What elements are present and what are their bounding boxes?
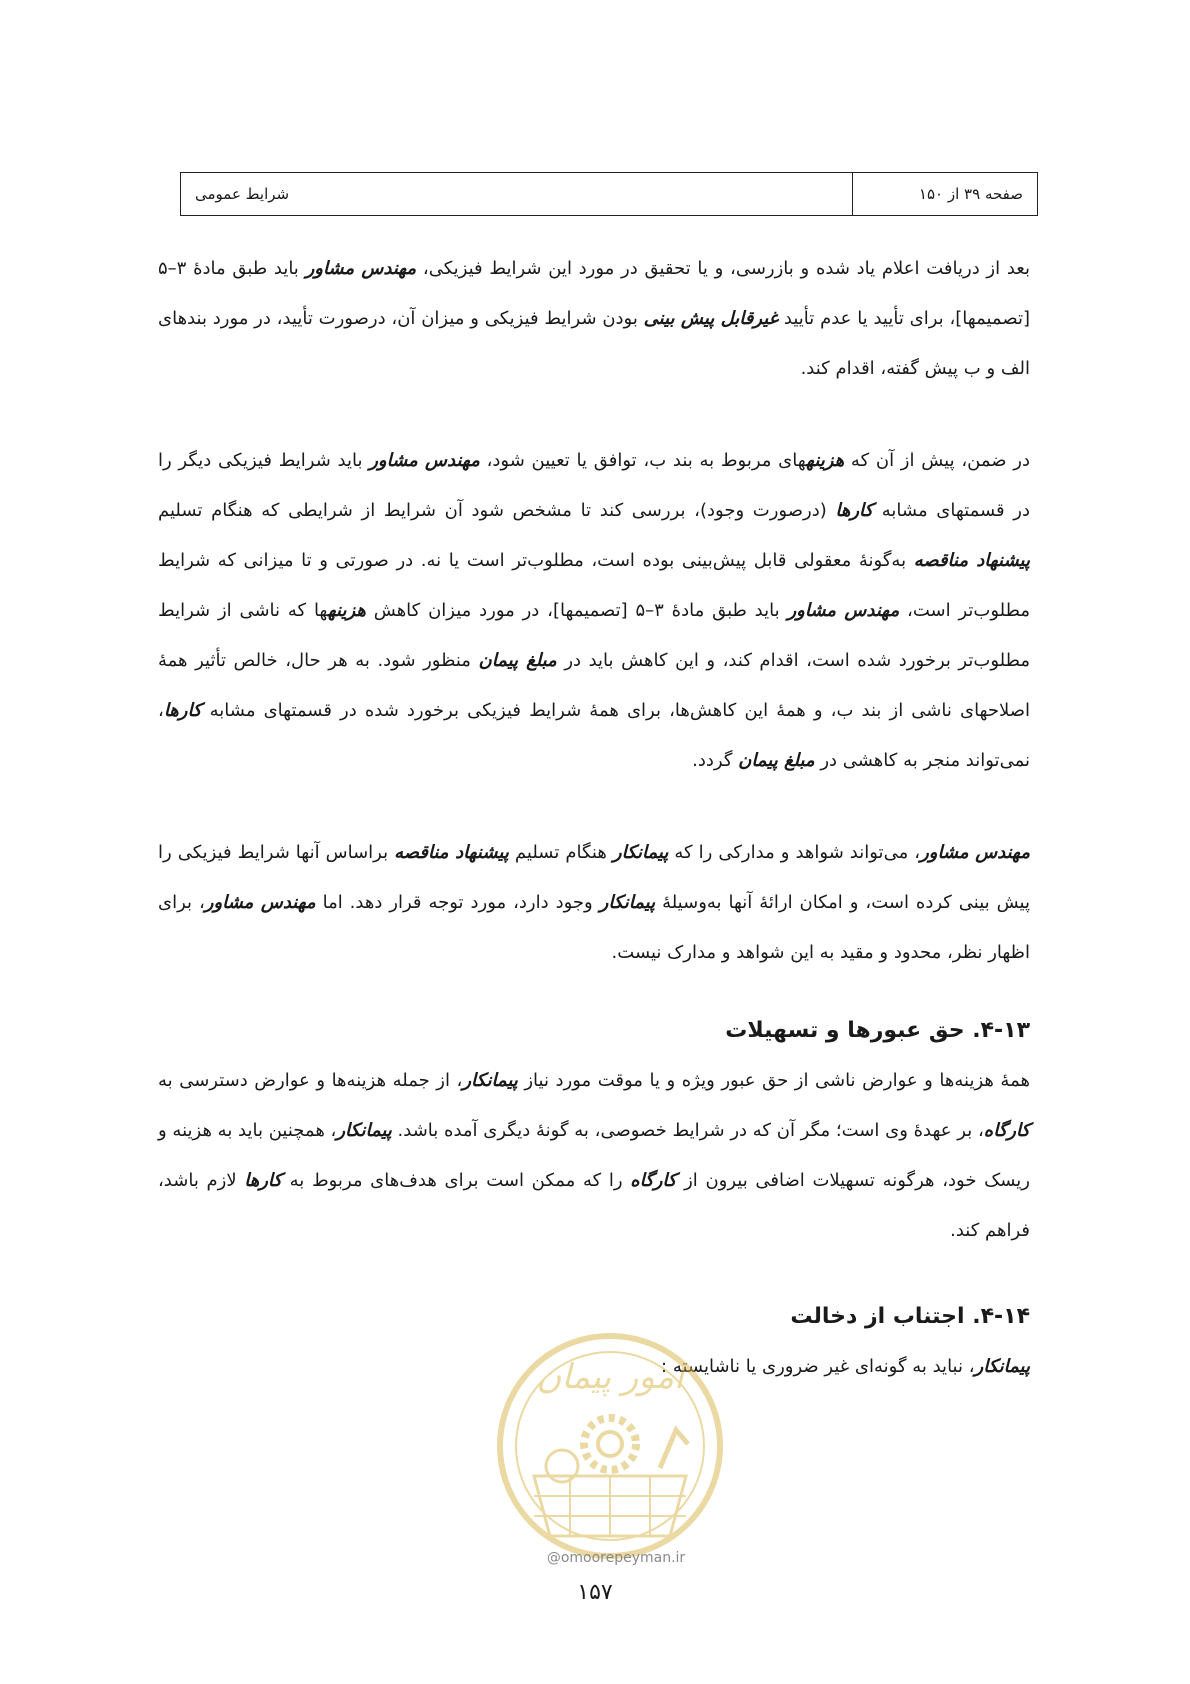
term-engineer: مهندس مشاور: [204, 892, 316, 913]
term-site: کارگاه: [630, 1170, 677, 1191]
term-engineer: مهندس مشاور: [369, 450, 480, 471]
text-run: های مربوط به بند ب، توافق یا تعیین شود،: [479, 450, 807, 471]
text-run: وجود دارد، مورد توجه قرار دهد. اما: [315, 892, 600, 913]
text-run: را که ممکن است برای هدف‌های مربوط به: [282, 1170, 631, 1191]
term-works: کارها: [835, 500, 874, 521]
text-run: باید طبق مادهٔ ۳–۵ [تصمیمها]، برای تأیید یا عدم تأیید: [158, 258, 1030, 329]
term-tender: پیشنهاد مناقصه: [913, 550, 1030, 571]
text-run: براساس آنها شرایط فیزیکی را پیش بینی کرده است، و امکان ارائهٔ آنها به‌وسیلهٔ: [158, 842, 1030, 913]
text-run: در ضمن، پیش از آن که: [844, 450, 1030, 471]
text-run: ، از جمله هزینه‌ها و عوارض دسترسی به: [158, 1070, 463, 1091]
text-run: (درصورت وجود)، بررسی کند تا مشخص شود آن شرایط از شرایطی که هنگام تسلیم: [158, 500, 836, 521]
text-run: همهٔ هزینه‌ها و عوارض ناشی از حق عبور ویژه و یا موقت مورد نیاز: [517, 1070, 1030, 1091]
term-site: کارگاه: [983, 1120, 1030, 1141]
text-run: گردد.: [692, 750, 739, 771]
term-contractor: پیمانکار: [462, 1070, 518, 1091]
term-contractor: پیمانکار: [612, 842, 669, 863]
header-doc-title: شرایط عمومی: [195, 185, 290, 203]
text-run: ، می‌تواند شواهد و مدارکی را که: [668, 842, 921, 863]
term-engineer: مهندس مشاور: [920, 842, 1030, 863]
text-run: به‌گونهٔ معقولی قابل پیش‌بینی بوده است، مطلوب‌تر است یا نه. در صورتی و تا میزانی که شرایط مطلوب‌تر است،: [158, 550, 1031, 621]
term-unforeseeable: غیرقابل پیش بینی: [643, 308, 779, 329]
section-14-heading: ۴-۱۴. اجتناب از دخالت: [790, 1304, 1030, 1329]
paragraph-3: [158, 828, 1030, 978]
term-contractor: پیمانکار: [336, 1120, 392, 1141]
text-run: لازم باشد، فراهم کند.: [158, 1170, 1030, 1241]
section-13-heading: ۴-۱۳. حق عبورها و تسهیلات: [725, 1018, 1030, 1043]
watermark-url: @omoorepeyman.ir: [546, 1550, 686, 1566]
term-works: کارها: [244, 1170, 282, 1191]
text-run: ، برای اظهار نظر، محدود و مقید به این شواهد و مدارک نیست.: [158, 892, 1030, 963]
page-number: ۱۵۷: [577, 1580, 613, 1605]
term-works: کارها: [163, 700, 202, 721]
term-contract-price: مبلغ پیمان: [738, 750, 815, 771]
text-run: ، همچنین باید به هزینه و ریسک خود، هرگونه تسهیلات اضافی بیرون از: [158, 1120, 1030, 1191]
term-contract-price: مبلغ پیمان: [478, 650, 557, 671]
watermark-logo: [490, 1326, 730, 1566]
document-body: [158, 244, 1030, 1392]
text-run: ، نمی‌تواند منجر به کاهشی در: [158, 700, 1030, 771]
page-header: [180, 172, 1038, 216]
text-run: ها که ناشی از شرایط مطلوب‌تر برخورد شده است، اقدام کند، و این کاهش باید در: [158, 600, 1030, 671]
text-run: بودن شرایط فیزیکی و میزان آن، درصورت تأیید، در مورد بندهای الف و ب پیش گفته، اقدام کند.: [158, 308, 1030, 379]
section-13-paragraph: [158, 1056, 1030, 1256]
header-page-label: صفحه ۳۹ از ۱۵۰: [852, 173, 1037, 215]
text-run: منظور شود. به هر حال، خالص تأثیر همهٔ اصلاحهای ناشی از بند ب، و همهٔ این کاهش‌ها، برای همهٔ شرایط فیزیکی برخورد شده در قسمتهای مشابه: [158, 650, 1030, 721]
term-cost: هزینه: [327, 600, 366, 621]
text-run: باید شرایط فیزیکی دیگر را در قسمتهای مشابه: [158, 450, 1030, 521]
paragraph-2: [158, 436, 1030, 786]
term-cost: هزینه: [806, 450, 845, 471]
term-engineer: مهندس مشاور: [787, 600, 900, 621]
term-contractor: پیمانکار: [599, 892, 656, 913]
term-contractor: پیمانکار: [974, 1356, 1030, 1377]
text-run: بعد از دریافت اعلام یاد شده و بازرسی، و یا تحقیق در مورد این شرایط فیزیکی،: [416, 258, 1030, 279]
text-run: ، بر عهدهٔ وی است؛ مگر آن که در شرایط خصوصی، به گونهٔ دیگری آمده باشد.: [391, 1120, 984, 1141]
paragraph-1: [158, 244, 1030, 394]
term-engineer: مهندس مشاور: [305, 258, 417, 279]
text-run: باید طبق مادهٔ ۳–۵ [تصمیمها]، در مورد میزان کاهش: [365, 600, 788, 621]
text-run: ، نباید به گونه‌ای غیر ضروری یا ناشایسته :: [661, 1356, 975, 1377]
text-run: هنگام تسلیم: [508, 842, 613, 863]
svg-text:امور پیمان: امور پیمان: [536, 1357, 684, 1397]
term-tender: پیشنهاد مناقصه: [394, 842, 509, 863]
